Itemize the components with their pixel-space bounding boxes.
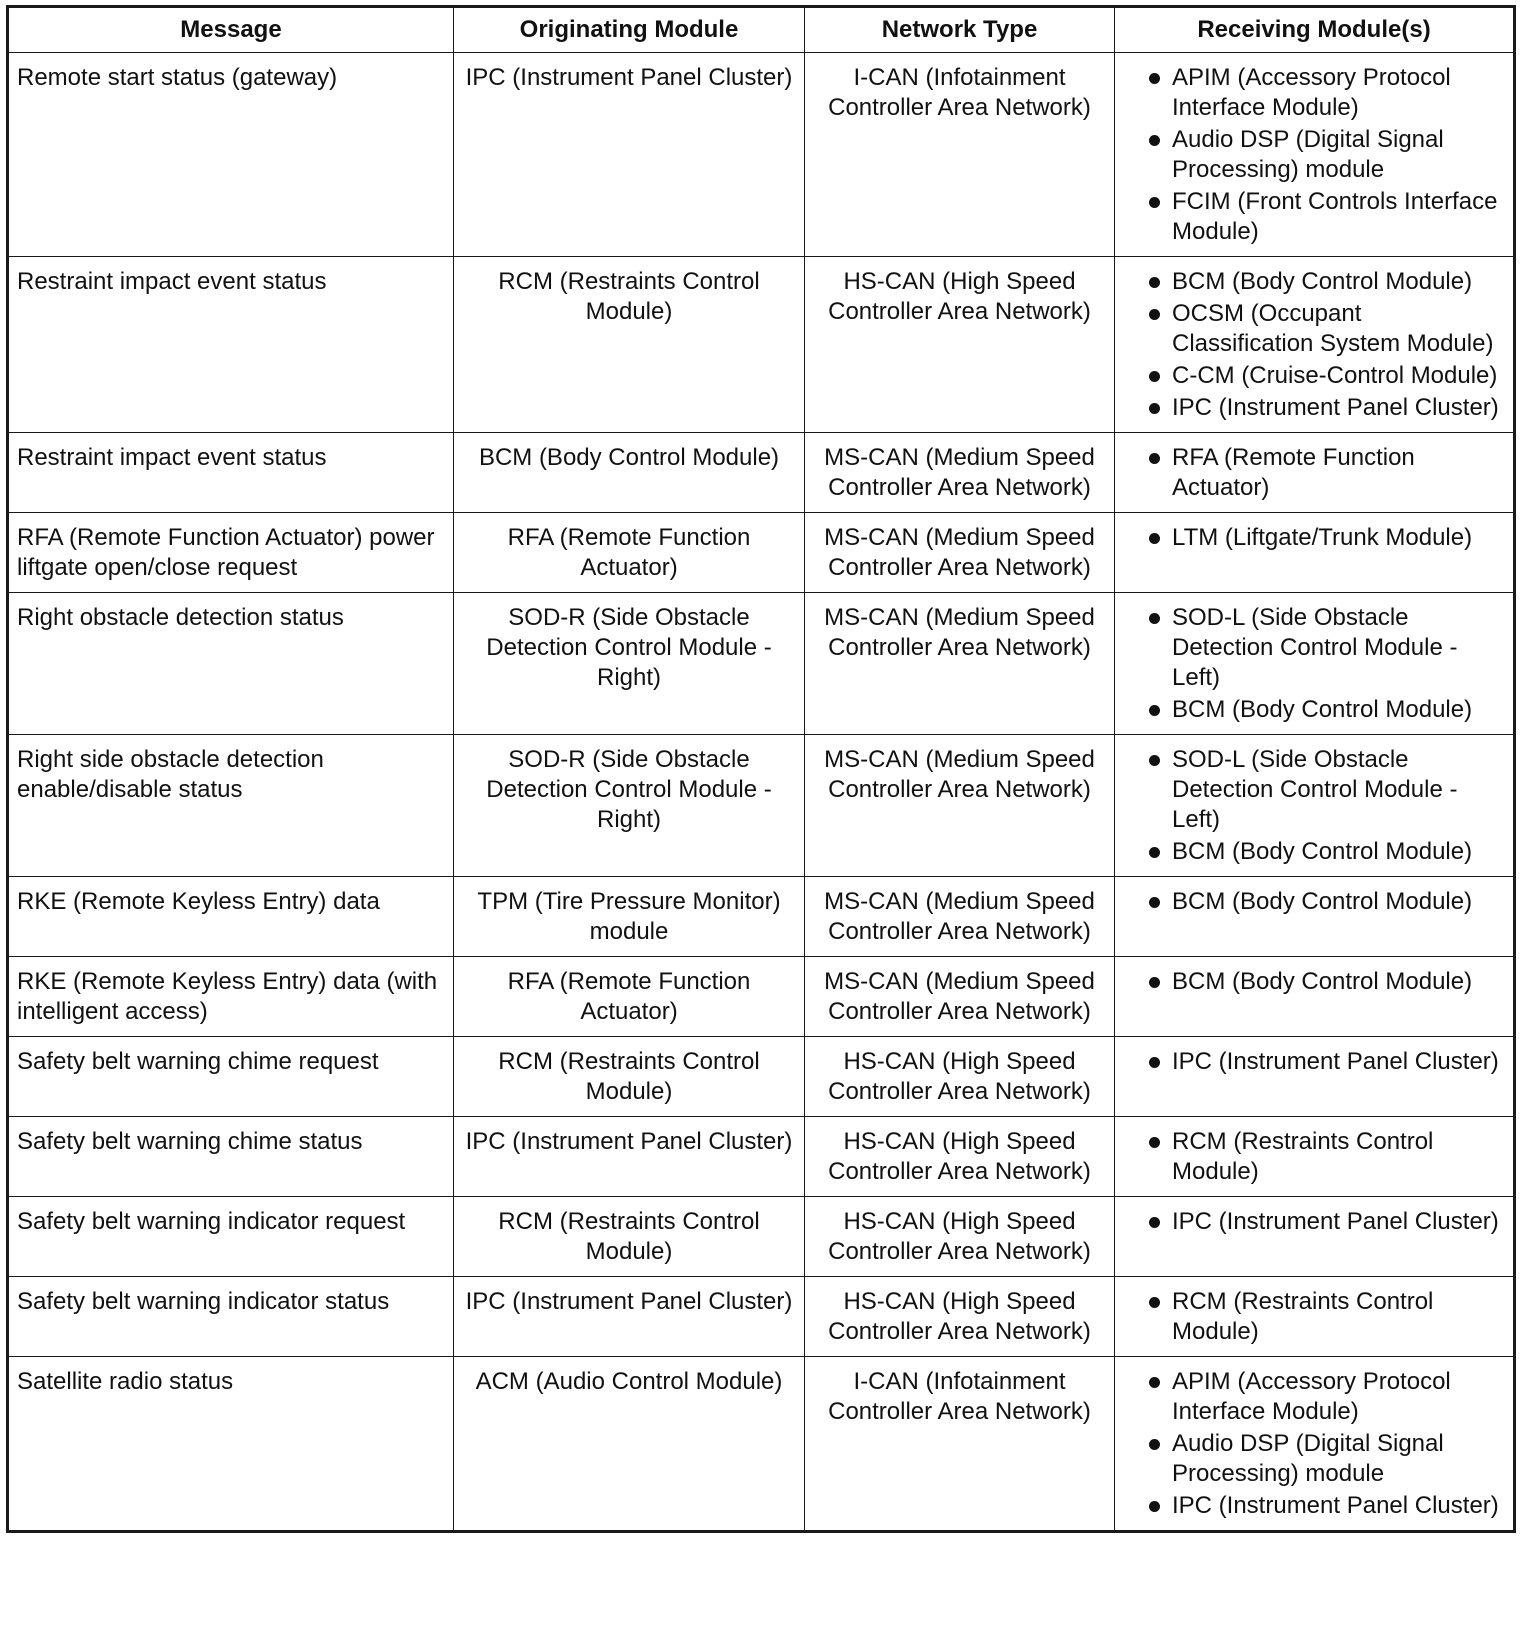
receiving-module-item <box>1123 267 1505 297</box>
bullet-icon <box>1149 1297 1160 1308</box>
receiving-module-item <box>1123 393 1505 423</box>
message-cell: Safety belt warning chime status <box>8 1117 454 1197</box>
header-row <box>8 7 1515 53</box>
bullet-icon <box>1149 533 1160 544</box>
table-row <box>8 1197 1515 1277</box>
bullet-icon <box>1149 1377 1160 1388</box>
table-row <box>8 1357 1515 1532</box>
receiving-modules-list <box>1123 1287 1505 1347</box>
bullet-icon <box>1149 453 1160 464</box>
network-type-cell: MS-CAN (Medium Speed Controller Area Network) <box>805 877 1115 957</box>
receiving-module-label: BCM (Body Control Module) <box>1172 268 1473 295</box>
message-cell: Satellite radio status <box>8 1357 454 1532</box>
receiving-module-label: IPC (Instrument Panel Cluster) <box>1172 1048 1499 1075</box>
receiving-module-item <box>1123 299 1505 359</box>
receiving-module-label: LTM (Liftgate/Trunk Module) <box>1172 524 1473 551</box>
receiving-modules-list <box>1123 887 1505 917</box>
receiving-module-label: IPC (Instrument Panel Cluster) <box>1172 394 1499 421</box>
table-row <box>8 1037 1515 1117</box>
bullet-icon <box>1149 1057 1160 1068</box>
bullet-icon <box>1149 1439 1160 1450</box>
receiving-modules-list <box>1123 967 1505 997</box>
receiving-modules-list <box>1123 63 1505 247</box>
originating-module-cell: RFA (Remote Function Actuator) <box>454 957 805 1037</box>
receiving-module-label: SOD-L (Side Obstacle Detection Control Module - Left) <box>1172 746 1458 833</box>
receiving-modules-cell <box>1115 877 1515 957</box>
message-cell: Restraint impact event status <box>8 257 454 433</box>
receiving-module-label: BCM (Body Control Module) <box>1172 696 1473 723</box>
receiving-modules-cell <box>1115 1117 1515 1197</box>
network-type-cell: HS-CAN (High Speed Controller Area Network) <box>805 1197 1115 1277</box>
receiving-module-label: RCM (Restraints Control Module) <box>1172 1288 1434 1345</box>
table-row <box>8 53 1515 257</box>
originating-module-cell: RCM (Restraints Control Module) <box>454 1037 805 1117</box>
table-row <box>8 593 1515 735</box>
receiving-modules-cell <box>1115 433 1515 513</box>
message-cell: RKE (Remote Keyless Entry) data <box>8 877 454 957</box>
bullet-icon <box>1149 1137 1160 1148</box>
receiving-module-item <box>1123 1491 1505 1521</box>
message-cell: Right obstacle detection status <box>8 593 454 735</box>
bullet-icon <box>1149 705 1160 716</box>
receiving-module-label: FCIM (Front Controls Interface Module) <box>1172 188 1498 245</box>
originating-module-cell: SOD-R (Side Obstacle Detection Control Module - Right) <box>454 593 805 735</box>
originating-module-cell: SOD-R (Side Obstacle Detection Control Module - Right) <box>454 735 805 877</box>
table-row <box>8 257 1515 433</box>
receiving-module-item <box>1123 1287 1505 1347</box>
receiving-module-label: RFA (Remote Function Actuator) <box>1172 444 1415 501</box>
receiving-module-label: APIM (Accessory Protocol Interface Module) <box>1172 64 1451 121</box>
receiving-modules-cell <box>1115 53 1515 257</box>
receiving-modules-cell <box>1115 1197 1515 1277</box>
receiving-modules-list <box>1123 1207 1505 1237</box>
originating-module-cell: IPC (Instrument Panel Cluster) <box>454 1117 805 1197</box>
receiving-modules-list <box>1123 443 1505 503</box>
network-type-cell: HS-CAN (High Speed Controller Area Network) <box>805 1117 1115 1197</box>
receiving-module-item <box>1123 1429 1505 1489</box>
receiving-module-item <box>1123 63 1505 123</box>
originating-module-cell: RCM (Restraints Control Module) <box>454 1197 805 1277</box>
table-row <box>8 877 1515 957</box>
bullet-icon <box>1149 755 1160 766</box>
receiving-module-label: BCM (Body Control Module) <box>1172 838 1473 865</box>
message-cell: Safety belt warning indicator request <box>8 1197 454 1277</box>
originating-module-cell: IPC (Instrument Panel Cluster) <box>454 1277 805 1357</box>
originating-module-cell: BCM (Body Control Module) <box>454 433 805 513</box>
receiving-module-item <box>1123 1367 1505 1427</box>
bullet-icon <box>1149 897 1160 908</box>
bullet-icon <box>1149 847 1160 858</box>
bullet-icon <box>1149 1217 1160 1228</box>
receiving-module-item <box>1123 745 1505 835</box>
header-receiving-modules: Receiving Module(s) <box>1115 7 1515 53</box>
receiving-modules-list <box>1123 1127 1505 1187</box>
receiving-module-label: Audio DSP (Digital Signal Processing) module <box>1172 126 1444 183</box>
bullet-icon <box>1149 73 1160 84</box>
network-type-cell: HS-CAN (High Speed Controller Area Network) <box>805 257 1115 433</box>
originating-module-cell: TPM (Tire Pressure Monitor) module <box>454 877 805 957</box>
receiving-modules-cell <box>1115 593 1515 735</box>
table-row <box>8 1117 1515 1197</box>
header-network-type: Network Type <box>805 7 1115 53</box>
receiving-module-label: BCM (Body Control Module) <box>1172 888 1473 915</box>
message-cell: Restraint impact event status <box>8 433 454 513</box>
network-type-cell: HS-CAN (High Speed Controller Area Network) <box>805 1037 1115 1117</box>
message-cell: Remote start status (gateway) <box>8 53 454 257</box>
bullet-icon <box>1149 135 1160 146</box>
receiving-module-item <box>1123 443 1505 503</box>
receiving-modules-cell <box>1115 513 1515 593</box>
receiving-module-item <box>1123 1207 1505 1237</box>
receiving-module-label: APIM (Accessory Protocol Interface Module) <box>1172 1368 1451 1425</box>
receiving-module-item <box>1123 125 1505 185</box>
originating-module-cell: RCM (Restraints Control Module) <box>454 257 805 433</box>
message-cell: Right side obstacle detection enable/disable status <box>8 735 454 877</box>
network-message-table <box>6 5 1516 1533</box>
receiving-modules-list <box>1123 267 1505 423</box>
receiving-module-item <box>1123 837 1505 867</box>
receiving-module-item <box>1123 603 1505 693</box>
table-row <box>8 957 1515 1037</box>
message-cell: RFA (Remote Function Actuator) power liftgate open/close request <box>8 513 454 593</box>
receiving-module-item <box>1123 1047 1505 1077</box>
receiving-module-item <box>1123 695 1505 725</box>
table-row <box>8 735 1515 877</box>
table-body <box>8 53 1515 1532</box>
receiving-module-item <box>1123 967 1505 997</box>
originating-module-cell: IPC (Instrument Panel Cluster) <box>454 53 805 257</box>
receiving-modules-list <box>1123 1047 1505 1077</box>
table-row <box>8 513 1515 593</box>
receiving-module-item <box>1123 887 1505 917</box>
network-type-cell: I-CAN (Infotainment Controller Area Network) <box>805 1357 1115 1532</box>
originating-module-cell: ACM (Audio Control Module) <box>454 1357 805 1532</box>
receiving-module-label: IPC (Instrument Panel Cluster) <box>1172 1492 1499 1519</box>
header-message: Message <box>8 7 454 53</box>
network-type-cell: MS-CAN (Medium Speed Controller Area Network) <box>805 593 1115 735</box>
bullet-icon <box>1149 977 1160 988</box>
receiving-modules-cell <box>1115 1277 1515 1357</box>
receiving-modules-cell <box>1115 1037 1515 1117</box>
receiving-module-label: Audio DSP (Digital Signal Processing) module <box>1172 1430 1444 1487</box>
receiving-module-label: C-CM (Cruise-Control Module) <box>1172 362 1498 389</box>
receiving-modules-cell <box>1115 1357 1515 1532</box>
network-type-cell: MS-CAN (Medium Speed Controller Area Network) <box>805 513 1115 593</box>
network-type-cell: HS-CAN (High Speed Controller Area Network) <box>805 1277 1115 1357</box>
receiving-module-label: SOD-L (Side Obstacle Detection Control Module - Left) <box>1172 604 1458 691</box>
receiving-module-label: BCM (Body Control Module) <box>1172 968 1473 995</box>
table-header <box>8 7 1515 53</box>
bullet-icon <box>1149 613 1160 624</box>
message-cell: RKE (Remote Keyless Entry) data (with intelligent access) <box>8 957 454 1037</box>
receiving-modules-cell <box>1115 957 1515 1037</box>
receiving-module-label: OCSM (Occupant Classification System Module) <box>1172 300 1494 357</box>
bullet-icon <box>1149 1501 1160 1512</box>
bullet-icon <box>1149 309 1160 320</box>
table-row <box>8 433 1515 513</box>
receiving-module-item <box>1123 1127 1505 1187</box>
receiving-modules-cell <box>1115 735 1515 877</box>
bullet-icon <box>1149 197 1160 208</box>
originating-module-cell: RFA (Remote Function Actuator) <box>454 513 805 593</box>
receiving-module-item <box>1123 523 1505 553</box>
receiving-module-item <box>1123 187 1505 247</box>
receiving-module-label: RCM (Restraints Control Module) <box>1172 1128 1434 1185</box>
message-cell: Safety belt warning indicator status <box>8 1277 454 1357</box>
table-row <box>8 1277 1515 1357</box>
network-type-cell: MS-CAN (Medium Speed Controller Area Network) <box>805 433 1115 513</box>
receiving-module-label: IPC (Instrument Panel Cluster) <box>1172 1208 1499 1235</box>
message-cell: Safety belt warning chime request <box>8 1037 454 1117</box>
bullet-icon <box>1149 371 1160 382</box>
network-type-cell: MS-CAN (Medium Speed Controller Area Network) <box>805 735 1115 877</box>
receiving-modules-list <box>1123 603 1505 725</box>
receiving-modules-list <box>1123 745 1505 867</box>
network-type-cell: MS-CAN (Medium Speed Controller Area Network) <box>805 957 1115 1037</box>
header-originating-module: Originating Module <box>454 7 805 53</box>
receiving-modules-list <box>1123 1367 1505 1521</box>
network-type-cell: I-CAN (Infotainment Controller Area Network) <box>805 53 1115 257</box>
bullet-icon <box>1149 277 1160 288</box>
receiving-module-item <box>1123 361 1505 391</box>
bullet-icon <box>1149 403 1160 414</box>
receiving-modules-cell <box>1115 257 1515 433</box>
receiving-modules-list <box>1123 523 1505 553</box>
